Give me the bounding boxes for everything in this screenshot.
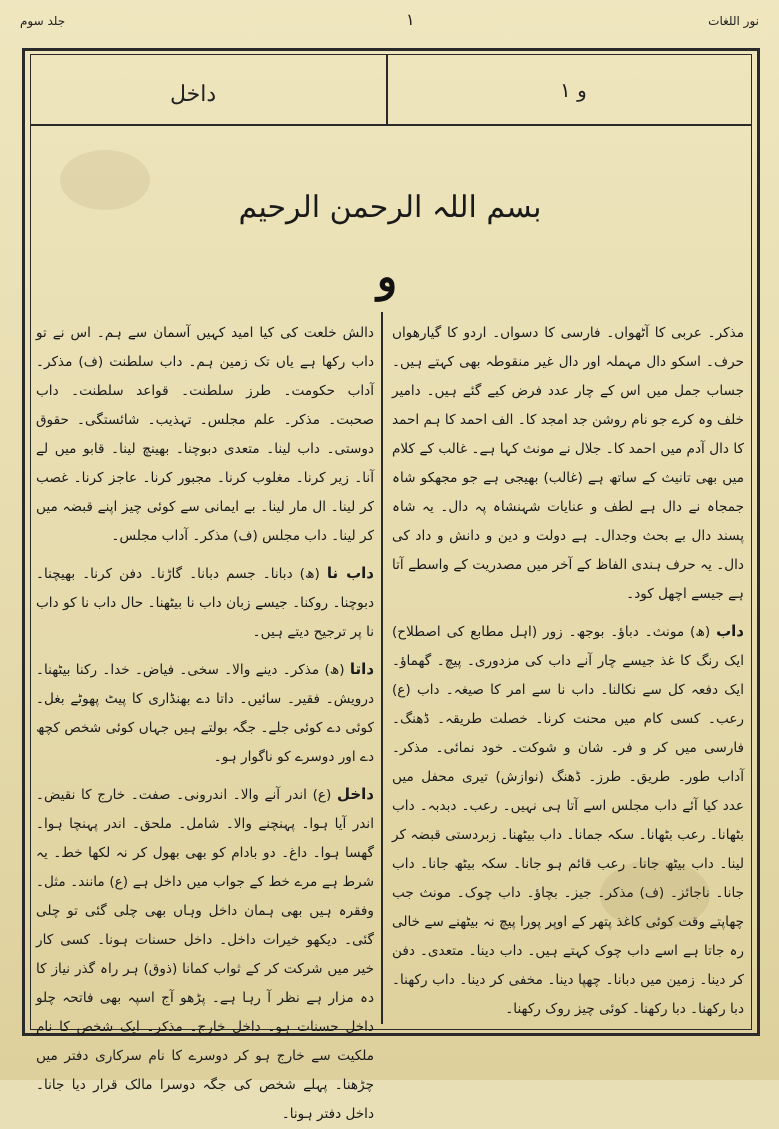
left-guide-word: داخل [170, 82, 217, 107]
headword-bar-divider [386, 54, 388, 126]
running-header [14, 4, 765, 40]
paper-stain [600, 860, 710, 930]
entry-paragraph [36, 318, 374, 551]
entry-paragraph [392, 617, 744, 1024]
entry-paragraph [36, 655, 374, 772]
entry-definition: (ھ) دبانا۔ جسم دبانا۔ گاڑنا۔ دفن کرنا۔ بھیچنا۔ دبوچنا۔ روکنا۔ جیسے زبان داب نا بیٹھنا۔ حال داب نا کو داب نا پر ترجیح دیتے ہیں۔ [36, 566, 374, 640]
entry-definition: مذکر۔ عربی کا آٹھواں۔ فارسی کا دسواں۔ اردو کا گیارھواں حرف۔ اسکو دال مہملہ اور دال غیر منقوطہ بھی کہتے ہیں۔ جساب جمل میں اس کے چار عدد فرض کیے گئے ہیں۔ دامیر خلف وہ کرے جو نام روشن جد امجد کا۔ الف احمد کا ہم احمد کا دال آدم میں احمد کا۔ جلال نے مونث کہا ہے۔ غالب کے کلام میں بھی تانیث کے ساتھ ہے (غالب) بھیجی ہے جو مجھکو شاہ جمجاہ نے دال ہے لطف و عنایات شہنشاہ پہ دال۔ یہ شاہ پسند دال بے بحث وجدال۔ ہے دولت و دین و دانش و داد کی دال۔ یہ حرف ہندی الفاظ کے آخر میں مصدریت کے واسطے آتا ہے جیسے اچھل کود۔ [392, 325, 744, 602]
volume-label: جلد سوم [20, 14, 66, 28]
entry-headword: داب نا [326, 564, 374, 582]
entry-headword: داتا [349, 660, 375, 678]
entry-paragraph [36, 780, 374, 1129]
right-guide-word: و ۱ [560, 78, 587, 102]
entry-headword: داب [716, 622, 744, 640]
entry-definition: (ع) اندر آنے والا۔ اندرونی۔ صفت۔ خارج کا نقیض۔ اندر آیا ہوا۔ پہنچنے والا۔ شامل۔ ملحق۔ اندر پہنچا ہوا۔ گھسا ہوا۔ داغ۔ دو بادام کو بھی بھول کر نہ لکھا خط۔ یہ شرط ہے مرے خط کے جواب میں داخل ہے (ع) مانند۔ مثل۔ وفقرہ ہیں بھی ہمان داخل وہاں بھی چلی گئی تو چلی گئی۔ دیکھو خیرات داخل۔ داخل حسنات ہونا۔ کسی کار خیر میں شرکت کر کے ثواب کمانا (ذوق) ہر راہ گذر نیاز کا دہ مزار ہے نظر آ رہا ہے۔ پڑھو آج اسپہ بھی فاتحہ چلو داخل حسنات ہو۔ داخل خارج۔ مذکر۔ ایک شخص کا نام ملکیت سے خارج ہو کر دوسرے کا نام سرکاری دفتر میں چڑھنا۔ پہلے شخص کی جگہ دوسرا مالک قرار دیا جانا۔ داخل دفتر ہونا۔ [36, 787, 374, 1122]
entry-definition: (ھ) مذکر۔ دینے والا۔ سخی۔ فیاض۔ خدا۔ رکنا بیٹھنا۔ درویش۔ فقیر۔ سائیں۔ داتا دے بھنڈاری کا پیٹ پھوٹے بغل۔ کوئی دے کوئی جلے۔ جگہ بولتے ہیں جہاں کوئی شخص کچھ دے اور دوسرے کو ناگوار ہو۔ [36, 662, 374, 765]
book-name: نور اللغات [708, 14, 759, 28]
basmala-heading: بسم اللہ الرحمن الرحیم [238, 190, 542, 225]
entry-paragraph [36, 559, 374, 647]
column-divider [381, 312, 383, 1024]
entry-definition: (ھ) مونث۔ دباؤ۔ بوجھ۔ زور (اہل مطابع کی اصطلاح) ایک رنگ کا غذ جیسے چار آنے داب کی مزدوری۔ پیچ۔ گھماؤ۔ ایک دفعہ کل سے نکالنا۔ داب نا سے امر کا صیغہ۔ داب (ع) رعب۔ کسی کام میں محنت کرنا۔ خصلت طریقہ۔ ڈھنگ۔ فارسی میں کر و فر۔ شان و شوکت۔ خود نمائی۔ مذکر۔ آداب طور۔ طریق۔ طرز۔ ڈھنگ (نوازش) تیری محفل میں عدد کیا آئے داب مجلس اسے آتا ہی نہیں۔ رعب۔ دبدبہ۔ داب بٹھانا۔ رعب بٹھانا۔ سکہ جمانا۔ داب بیٹھنا۔ زبردستی قبضہ کر لینا۔ داب بیٹھ جانا۔ رعب قائم ہو جانا۔ سکہ بیٹھ جانا۔ داب جانا۔ ناجائز۔ (ف) مذکر۔ جیز۔ بچاؤ۔ داب چوک۔ مونث جب چھاپتے وقت کوئی کاغذ پتھر کے اوپر پورا پیچ نہ بیٹھنے سے خالی رہ جاتا ہے اسے داب چوک کہتے ہیں۔ داب دینا۔ متعدی۔ دفن کر دینا۔ زمین میں دبانا۔ چھپا دینا۔ مخفی کر دینا۔ داب رکھنا۔ دبا رکھنا۔ دبا رکھنا۔ کوئی چیز روک رکھنا۔ [392, 624, 744, 1017]
entry-paragraph [392, 318, 744, 609]
headword-bar [30, 54, 752, 126]
section-letter: و [376, 252, 398, 301]
entry-definition: دالش خلعت کی کیا امید کہیں آسمان سے ہم۔ اس نے تو داب رکھا ہے یاں تک زمین ہم۔ داب سلطنت (ف) مذکر۔ آداب حکومت۔ طرز سلطنت۔ قواعد سلطنت۔ داب صحبت۔ مذکر۔ علم مجلس۔ تہذیب۔ شائستگی۔ حقوق دوستی۔ داب لینا۔ متعدی دبوچنا۔ بھینچ لینا۔ قابو میں لے آنا۔ زیر کرنا۔ مغلوب کرنا۔ مجبور کرنا۔ عاجز کرنا۔ غصب کر لینا۔ ال مار لینا۔ بے ایمانی سے کوئی چیز اپنے قبضہ میں کر لینا۔ داب مجلس (ف) مذکر۔ آداب مجلس۔ [36, 325, 374, 544]
left-text-column [36, 318, 375, 1122]
paper-stain [60, 150, 150, 210]
entry-headword: داخل [336, 785, 374, 803]
page-number: ۱ [406, 10, 415, 29]
